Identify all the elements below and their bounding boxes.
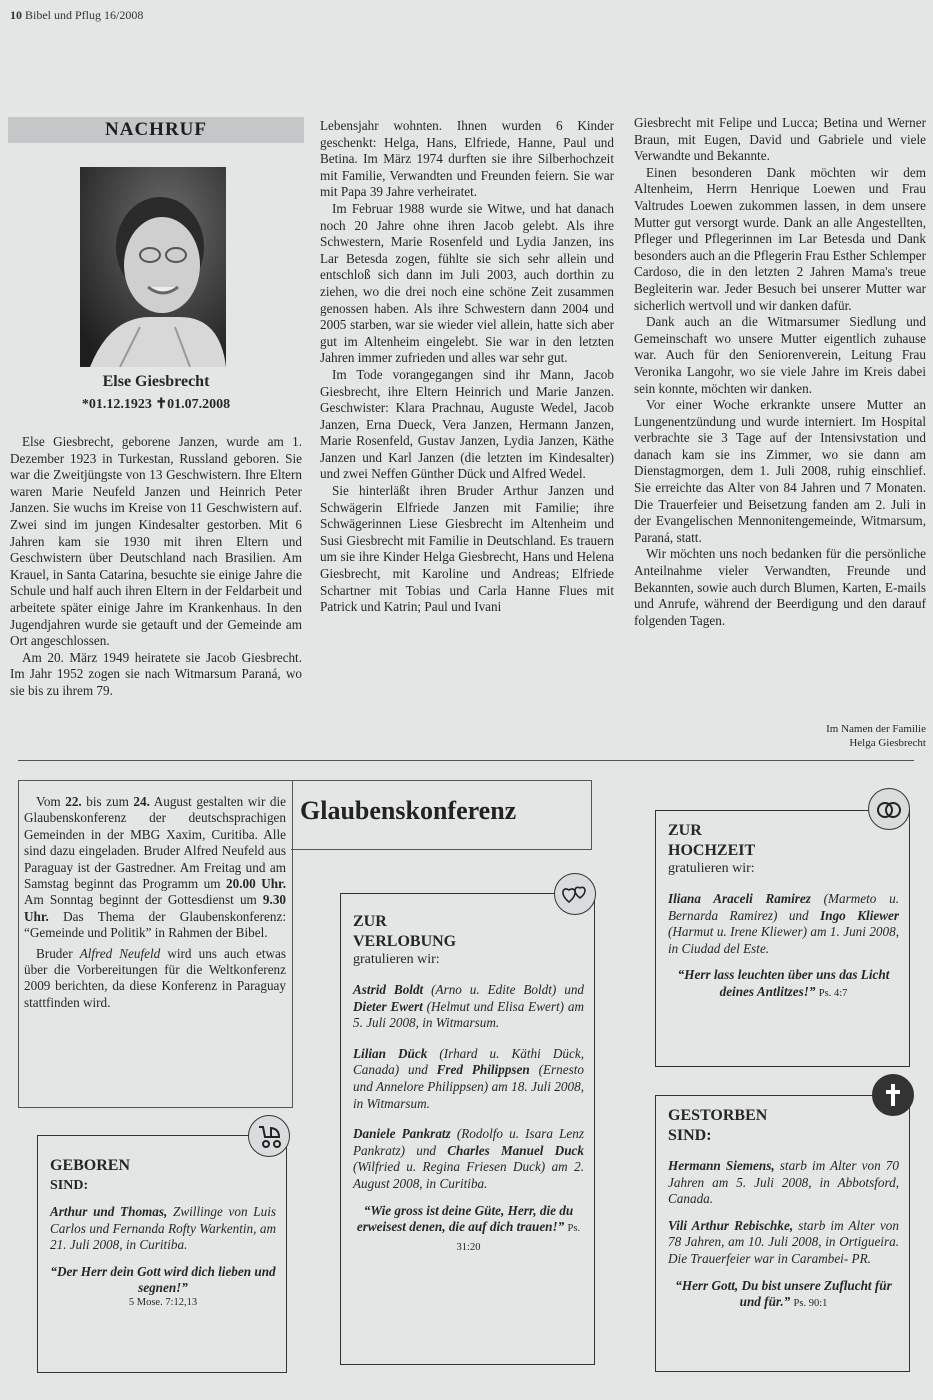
page-number: 10	[10, 8, 22, 22]
portrait-photo	[80, 167, 226, 367]
gestorben-card	[655, 1095, 910, 1372]
entry: Arthur und Thomas, Zwillinge von Luis Carlos und Fernanda Rofty Warkentin, am 21. Juli 2008, in Curitiba.	[50, 1204, 276, 1253]
hochzeit-card	[655, 810, 910, 1067]
verse-reference: Ps. 90:1	[793, 1298, 828, 1310]
geboren-card	[37, 1135, 287, 1373]
paragraph: Giesbrecht mit Felipe und Lucca; Betina und Werner Braun, mit Eugen, David und Gabriele und viele Verwandte und Bekannte.	[634, 115, 926, 164]
paragraph: Im Tode vorangegangen sind ihr Mann, Jacob Giesbrecht, ihre Eltern Heinrich und Marie Janzen. Geschwister: Klara Prachnau, Auguste Wedel, Jacob Janzen, Erna Dueck, Vera Janzen, Hermann Janzen, Marie Rosenfeld, Gustav Janzen, Lydia Janzen, Käthe Janzen und Karl Janzen (die letzten im Kindesalter) und zwei Neffen Günther Dück und Alfred Wedel.	[320, 366, 614, 482]
paragraph: Bruder Alfred Neufeld wird uns auch etwas über die Vorbereitungen für die Weltkonferenz 2009 berichten, da diese Konferenz in Paraguay stattfinden wird.	[24, 945, 286, 1010]
obituary-column-1	[10, 434, 302, 700]
verlobung-card	[340, 893, 595, 1365]
entry: Lilian Dück (Irhard u. Käthi Dück, Canada) und Fred Philippsen (Ernesto und Annelore Philippsen) am 18. Juli 2008, in Witmarsum.	[353, 1045, 584, 1111]
paragraph: Vom 22. bis zum 24. August gestalten wir die Glaubenskonferenz der deutschsprachigen Gemeinden in der MBG Xaxim, Curitiba. Alle sind dazu eingeladen. Bruder Alfred Neufeld aus Paraguay ist der Gastredner. Am Freitag und am Samstag beginnt das Programm um 20.00 Uhr. Am Sonntag beginnt der Gottesdienst um 9.30 Uhr. Das Thema der Glaubenskonferenz: “Gemeinde und Politik” in Rahmen der Bibel.	[24, 794, 286, 941]
paragraph: Vor einer Woche erkrankte unsere Mutter an Lungenentzündung und wurde interniert. Im Hospital verbrachte sie 3 Tage auf der Intensivstation und danach kam sie ins Zimmer, wo sie dann am Dienstagmorgen, dem 1. Juli 2008, ruhig einschlief. Sie erreichte das Alter von 84 Jahren und 7 Monaten. Die Trauerfeier und Beisetzung fanden am 2. Juli in der Evangelischen Mennonitengemeinde, Witmarsum, Paraná, statt.	[634, 397, 926, 545]
paragraph: Am 20. März 1949 heiratete sie Jacob Giesbrecht. Im Jahr 1952 zogen sie nach Witmarsum Paraná, wo sie bis zu ihrem 79.	[10, 649, 302, 698]
card-title: GESTORBEN	[668, 1107, 768, 1124]
paragraph: Im Februar 1988 wurde sie Witwe, und hat danach noch 20 Jahre ohne ihren Jacob gelebt. Als ihre Schwestern, Marie Rosenfeld und Lydia Janzen, ins Lar Betesda zogen, fühlte sie sich sehr allein und entschloß sich dann im Juli 2003, auch dorthin zu ziehen, wo die drei noch eine schöne Zeit zusammen genossen haben. Als ihre Schwestern dann 2004 und 2005 starben, war sie wieder viel allein, hatte sich aber gut im Altenheim eingelebt. Sie war in den letzten Jahren immer zufrieden und alles war sehr gut.	[320, 200, 614, 366]
bible-verse: “Wie gross ist deine Güte, Herr, die du erweisest denen, die auf dich trauen!” Ps. 31:20	[356, 1202, 581, 1253]
obituary-banner: NACHRUF	[8, 117, 304, 143]
card-title: ZUR	[353, 913, 387, 930]
card-subtitle: SIND:	[50, 1178, 89, 1193]
baby-carriage-icon	[248, 1115, 290, 1157]
card-title: ZUR	[668, 822, 702, 839]
verse-reference: Ps. 4:7	[818, 987, 848, 999]
bible-verse: “Herr Gott, Du bist unsere Zuflucht für und für.” Ps. 90:1	[675, 1277, 892, 1310]
conference-text	[24, 794, 286, 1015]
paragraph: Einen besonderen Dank möchten wir dem Altenheim, Herrn Henrique Loewen und Frau Valtrudes Loewen zukommen lassen, in dem unsere Mutter gut versorgt wurde. Dank an alle Angestellten, Pfleger und Pflegerinnen im Lar Betesda und Dank besonders auch an die Pflegerin Frau Esther Schlemper Cardoso, die in den letzten 2 Jahren Mama's treue Begleiterin war. Jeder Besuch bei unserer Mutter war sicherlich wertvoll und wir danken dafür.	[634, 164, 926, 313]
entry: Vili Arthur Rebischke, starb im Alter von 78 Jahren, am 10. Juli 2008, in Ortigueira. Die Trauerfeier war in Carambei- PR.	[668, 1217, 899, 1266]
paragraph: Lebensjahr wohnten. Ihnen wurden 6 Kinder geschenkt: Helga, Hans, Elfriede, Hanne, Paul und Betina. Im März 1974 durften sie ihre Silberhochzeit mit Familie, Verwandten und Freunden feiern. Sie war mit Papa 39 Jahre verheiratet.	[320, 118, 614, 200]
cross-icon	[872, 1074, 914, 1116]
signature-line: Im Namen der Familie	[826, 723, 926, 735]
entry: Iliana Araceli Ramirez (Marmeto u. Bernarda Ramirez) und Ingo Kliewer (Harmut u. Irene Kliewer) am 1. Juni 2008, in Ciudad del Este.	[668, 891, 899, 956]
card-title: GEBOREN	[50, 1157, 131, 1174]
journal-name: Bibel und Pflug 16/2008	[25, 8, 144, 22]
page-header	[10, 8, 143, 23]
card-title: VERLOBUNG	[353, 933, 457, 950]
signature-line: Helga Giesbrecht	[849, 737, 926, 749]
obituary-column-2	[320, 118, 614, 616]
card-subtitle: gratulieren wir:	[353, 952, 440, 967]
verse-reference: 5 Mose. 7:12,13	[128, 1296, 198, 1308]
card-title: HOCHZEIT	[668, 842, 756, 859]
section-divider	[18, 760, 914, 761]
deceased-name: Else Giesbrecht	[102, 373, 210, 390]
card-subtitle: gratulieren wir:	[668, 861, 755, 876]
bible-verse: “Herr lass leuchten über uns das Licht deines Antlitzes!” Ps. 4:7	[677, 967, 890, 999]
entry: Astrid Boldt (Arno u. Edite Boldt) und Dieter Ewert (Helmut und Elisa Ewert) am 5. Juli 2008, in Witmarsum.	[353, 982, 585, 1031]
paragraph: Dank auch an die Witmarsumer Siedlung und Gemeinschaft wo unsere Mutter eigentlich zuhause war. Auch für den Seniorenverein, Leitung Frau Veronika Langohr, wo sie viele Jahre im Kreis dabei sein konnte, möchten wir danken.	[634, 314, 926, 396]
entry: Daniele Pankratz (Rodolfo u. Isara Lenz Pankratz) und Charles Manuel Duck (Wilfried u. Regina Friesen Duck) am 2. August 2008, in Curitiba.	[353, 1126, 585, 1191]
paragraph: Sie hinterläßt ihren Bruder Arthur Janzen und Schwägerin Elfriede Janzen mit Familie; ihre Schwägerinnen Liese Giesbrecht im Altenheim und Susi Giesbrecht mit Familie in Deutschland. Es trauern um sie ihre Kinder Helga Giesbrecht, Hans und Helena Giesbrecht, mit Karoline und Andreas; Elfriede Schartner mit Tobias und Carla Hanne Flues mit Patrick und Katrin; Paul und Ivani	[320, 483, 614, 615]
verse-reference: Ps. 31:20	[456, 1223, 581, 1253]
paragraph: Else Giesbrecht, geborene Janzen, wurde am 1. Dezember 1923 in Turkestan, Russland geboren. Sie war die Zweitjüngste von 13 Geschwistern. Ihre Eltern waren Marie Neufeld Janzen und Heinrich Peter Janzen. Sie wuchs im Kreise von 11 Geschwistern auf. Zwei sind im jungen Kindesalter gestorben. Mit 6 Jahren kam sie 1930 mit ihren Eltern und Geschwistern über Deutschland nach Brasilien. Am Krauel, in Santa Catarina, besuchte sie einige Jahre die Schule und half auch ihren Eltern in der Feldarbeit und arbeitete später einige Jahre im Krankenhaus. In den Jugendjahren wurde sie getauft und der Gemeinde am Ort angeschlossen.	[10, 434, 302, 649]
hearts-icon	[554, 873, 596, 915]
bible-verse: “Der Herr dein Gott wird dich lieben und segnen!”	[50, 1263, 276, 1296]
obituary-column-3	[634, 115, 926, 629]
card-title: SIND:	[668, 1127, 712, 1144]
signature	[826, 722, 926, 750]
wedding-rings-icon	[868, 788, 910, 830]
paragraph: Wir möchten uns noch bedanken für die persönliche Anteilnahme vieler Verwandten, Freunde und Bekannten, sowie auch durch Blumen, Karten, E-mails und Anrufe, während der Beerdigung und den darauf folgenden Tagen.	[634, 546, 926, 628]
conference-title: Glaubenskonferenz	[300, 796, 517, 825]
entry: Hermann Siemens, starb im Alter von 70 Jahren am 5. Juli 2008, in Abbotsford, Canada.	[668, 1158, 899, 1207]
life-dates: *01.12.1923 ✝01.07.2008	[81, 397, 231, 412]
